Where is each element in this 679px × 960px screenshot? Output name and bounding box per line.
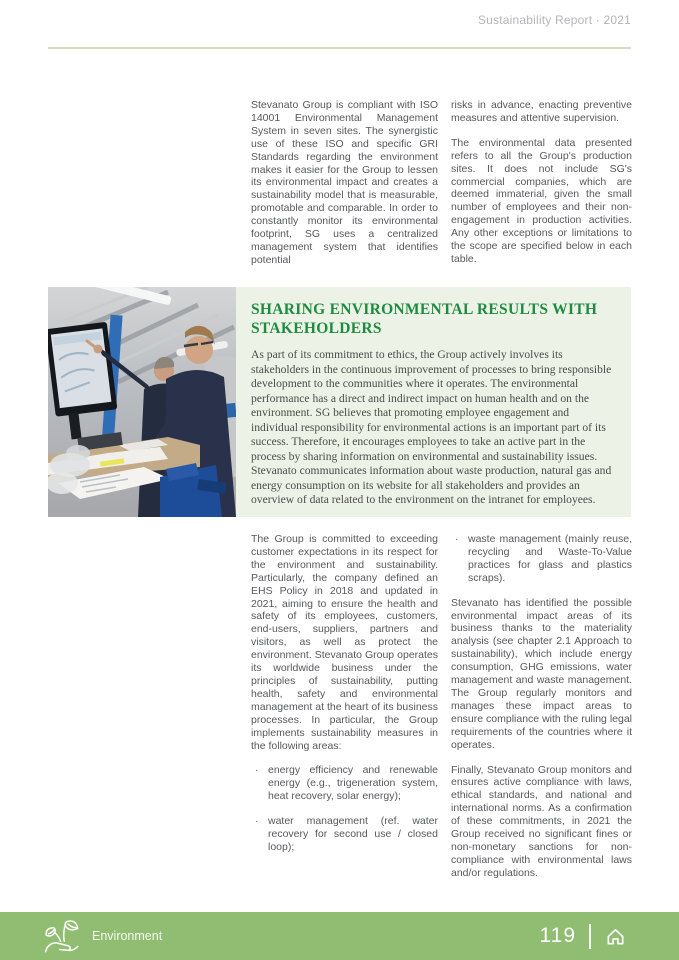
footer-section: [44, 912, 162, 960]
paragraph: risks in advance, enacting preventive measures and attentive supervision.: [451, 99, 632, 124]
bullet-marker: ·: [255, 815, 259, 828]
workers-photo-illustration: [48, 287, 236, 517]
body-column-left: [251, 533, 438, 866]
home-icon[interactable]: [604, 925, 627, 948]
bullet-text: waste management (mainly reuse, recycling and Waste-To-Value practices for glass and plastics scraps).: [468, 533, 632, 584]
bullet-text: water management (ref. water recovery for second use / closed loop);: [268, 815, 438, 853]
header-rule: [48, 47, 631, 49]
list-item: [251, 764, 438, 803]
footer-divider: [589, 924, 591, 949]
footer-section-label: Environment: [92, 929, 163, 943]
body-column-right: [451, 533, 632, 880]
highlight-box: [236, 287, 631, 517]
list-item: [251, 815, 438, 854]
paragraph: The environmental data presented refers to all the Group's production sites. It does not include SG's commercial companies, which are deemed immaterial, given the small number of employees and their non-engagement in production activities. Any other exceptions or limitations to the scope are specified below in each table.: [451, 136, 632, 265]
list-item: [451, 533, 632, 585]
bullet-text: energy efficiency and renewable energy (e.g., trigeneration system, heat recovery, solar energy);: [268, 764, 438, 803]
intro-column-right: [451, 99, 632, 266]
bullet-marker: ·: [455, 533, 459, 545]
page-number: 119: [539, 924, 576, 947]
header-title: Sustainability Report · 2021: [477, 13, 631, 27]
workers-photo: [48, 287, 236, 517]
paragraph: The Group is committed to exceeding customer expectations in its respect for the environment and sustainability. Particularly, the company defined an EHS Policy in 2018 and updated in 2021, aiming to ensure the health and safety of its employees, customers, end-users, suppliers, partners and visitors, as well as protect the environment. Stevanato Group operates its worldwide business under the principles of sustainability, putting health, safety and environmental management at the heart of its business processes. In particular, the Group implements sustainability measures in the following areas:: [251, 533, 438, 752]
paragraph: Stevanato Group is compliant with ISO 14001 Environmental Management System in seven sites. The synergistic use of these ISO and specific GRI Standards regarding the environment makes it easier for the Group to lessen its environmental impact and creates a sustainability model that is measurable, promotable and comparable. In order to constantly monitor its environmental footprint, SG uses a centralized management system that identifies potential: [251, 99, 438, 266]
intro-column-left: [251, 99, 438, 267]
bullet-marker: ·: [255, 764, 259, 777]
highlight-heading: SHARING ENVIRONMENTAL RESULTS WITH STAKEHOLDERS: [251, 301, 598, 337]
eco-hand-plant-icon: [44, 918, 80, 954]
highlight-body: As part of its commitment to ethics, the Group actively involves its stakeholders in the continuous improvement of processes to bring responsible development to the communities where it operates. The environmental performance has a direct and indirect impact on human health and on the environment. SG believes that promoting employee engagement and individual responsibility for environmental actions is an important part of its success. Therefore, it encourages employees to take an active part in the process by sharing information on environmental and sustainability issues. Stevanato communicates information about waste production, natural gas and energy consumption on its website for all stakeholders and provides an overview of data related to the environment on the intranet for employees.: [251, 348, 612, 506]
footer-bar: [0, 912, 679, 960]
footer-pagination: [540, 912, 627, 960]
paragraph: Stevanato has identified the possible environmental impact areas of its business thanks to the materiality analysis (see chapter 2.1 Approach to sustainability), which include energy consumption, GHG emissions, water management and waste management. The Group regularly monitors and manages these impact areas to ensure compliance with the ruling legal requirements of the countries where it operates.: [451, 596, 632, 751]
paragraph: Finally, Stevanato Group monitors and ensures active compliance with laws, ethical standards, and national and international norms. As a confirmation of these commitments, in 2021 the Group received no significant fines or non-monetary sanctions for non-compliance with environmental laws and/or regulations.: [451, 763, 632, 879]
